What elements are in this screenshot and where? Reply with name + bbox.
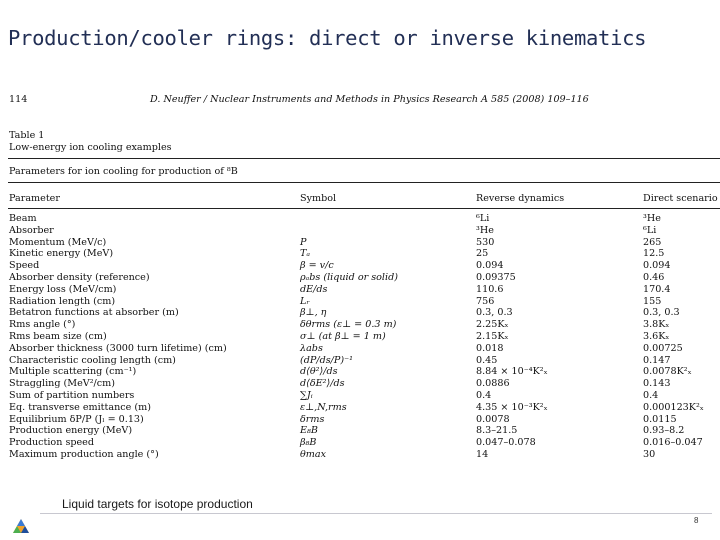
cell-direct: 0.000123K²ₓ	[643, 401, 704, 413]
cell-symbol: P	[300, 236, 307, 248]
col-header-parameter: Parameter	[9, 193, 60, 204]
cell-reverse: 0.09375	[476, 271, 516, 283]
table-row	[0, 450, 720, 462]
cell-direct: 170.4	[643, 283, 671, 295]
cell-symbol: Tₐ	[300, 248, 311, 260]
cell-direct: 265	[643, 236, 662, 248]
paper-running-head: D. Neuffer / Nuclear Instruments and Methods in Physics Research A 585 (2008) 109–116	[150, 94, 589, 105]
cell-reverse: 8.84 × 10⁻⁴K²ₓ	[476, 366, 548, 378]
cell-reverse: 0.094	[476, 260, 504, 272]
cell-symbol: ∑Jᵢ	[300, 389, 313, 401]
table-row	[0, 273, 720, 285]
cell-reverse: 0.4	[476, 389, 492, 401]
table-rule-top	[8, 158, 720, 159]
table-row	[0, 285, 720, 297]
table-row	[0, 226, 720, 238]
cell-param: Radiation length (cm)	[9, 295, 116, 307]
cell-reverse: 110.6	[476, 283, 504, 295]
cell-param: Equilibrium δP/P (Jₗ = 0.13)	[9, 413, 144, 425]
cell-symbol: (dP/ds/P)⁻¹	[300, 354, 353, 366]
cell-param: Multiple scattering (cm⁻¹)	[9, 366, 137, 378]
cell-symbol: ε⊥,N,rms	[300, 401, 347, 413]
cell-symbol: d⟨δE²⟩/ds	[300, 378, 345, 390]
footer-divider	[40, 513, 712, 514]
cell-symbol: dE/ds	[300, 283, 328, 295]
cell-param: Production energy (MeV)	[9, 425, 133, 437]
cell-reverse: 4.35 × 10⁻³K²ₓ	[476, 401, 548, 413]
cell-direct: 0.3, 0.3	[643, 307, 680, 319]
cell-param: Absorber	[9, 224, 54, 236]
cell-reverse: 0.047–0.078	[476, 437, 536, 449]
cell-direct: ³He	[643, 213, 661, 224]
paper-excerpt	[0, 88, 720, 510]
cell-reverse: 14	[476, 448, 489, 460]
cell-param: Kinetic energy (MeV)	[9, 248, 114, 260]
cell-reverse: 2.15Kₓ	[476, 330, 509, 342]
cell-symbol: λabs	[300, 342, 323, 354]
cell-symbol: ρₐbs (liquid or solid)	[300, 271, 398, 283]
cell-reverse: 8.3–21.5	[476, 425, 518, 437]
cell-reverse: 25	[476, 248, 489, 260]
lab-logo-icon	[12, 518, 30, 536]
cell-direct: 0.016–0.047	[643, 437, 703, 449]
cell-direct: 0.143	[643, 378, 671, 390]
cell-symbol: β⊥, η	[300, 307, 327, 319]
cell-param: Production speed	[9, 437, 94, 449]
table-row	[0, 249, 720, 261]
cell-reverse: ³He	[476, 224, 494, 236]
cell-direct: 0.094	[643, 260, 671, 272]
cell-reverse: 0.3, 0.3	[476, 307, 513, 319]
cell-symbol: β = v/c	[300, 260, 334, 272]
cell-direct: 3.8Kₓ	[643, 319, 670, 331]
cell-param: Energy loss (MeV/cm)	[9, 283, 117, 295]
col-header-reverse: Reverse dynamics	[476, 193, 565, 204]
cell-param: Absorber density (reference)	[9, 271, 150, 283]
table-body	[0, 214, 720, 462]
cell-param: Betatron functions at absorber (m)	[9, 307, 179, 319]
cell-direct: 0.0115	[643, 413, 677, 425]
cell-symbol: E₈B	[300, 425, 318, 437]
cell-direct: 155	[643, 295, 662, 307]
cell-direct: ⁶Li	[643, 224, 657, 236]
cell-direct: 0.4	[643, 389, 659, 401]
cell-reverse: 0.018	[476, 342, 504, 354]
table-row	[0, 426, 720, 438]
cell-reverse: 0.0078	[476, 413, 510, 425]
cell-reverse: ⁶Li	[476, 213, 490, 224]
cell-symbol: d⟨θ²⟩/ds	[300, 366, 338, 378]
table-row	[0, 214, 720, 226]
col-header-direct: Direct scenario	[643, 193, 718, 204]
cell-param: Sum of partition numbers	[9, 389, 135, 401]
cell-symbol: δθrms (ε⊥ = 0.3 m)	[300, 319, 397, 331]
cell-param: Absorber thickness (3000 turn lifetime) (cm)	[9, 342, 227, 354]
cell-param: Momentum (MeV/c)	[9, 236, 107, 248]
table-row	[0, 391, 720, 403]
cell-param: Characteristic cooling length (cm)	[9, 354, 176, 366]
cell-reverse: 530	[476, 236, 495, 248]
cell-param: Eq. transverse emittance (m)	[9, 401, 151, 413]
table-label: Table 1	[9, 130, 45, 141]
cell-reverse: 756	[476, 295, 495, 307]
cell-param: Rms angle (°)	[9, 319, 76, 331]
cell-symbol: σ⊥ (at β⊥ = 1 m)	[300, 330, 386, 342]
cell-param: Speed	[9, 260, 40, 272]
slide-caption: Liquid targets for isotope production	[62, 497, 253, 511]
cell-reverse: 2.25Kₓ	[476, 319, 509, 331]
cell-direct: 3.6Kₓ	[643, 330, 670, 342]
cell-direct: 0.93–8.2	[643, 425, 685, 437]
table-subtitle: Parameters for ion cooling for production of ⁸B	[9, 166, 238, 177]
cell-symbol: β₈B	[300, 437, 317, 449]
cell-direct: 0.147	[643, 354, 671, 366]
cell-reverse: 0.0886	[476, 378, 510, 390]
cell-direct: 0.00725	[643, 342, 683, 354]
table-row	[0, 332, 720, 344]
col-header-symbol: Symbol	[300, 193, 337, 204]
cell-param: Straggling (MeV²/cm)	[9, 378, 115, 390]
table-caption: Low-energy ion cooling examples	[9, 142, 172, 153]
paper-page-number: 114	[9, 94, 28, 105]
table-row	[0, 403, 720, 415]
cell-symbol: δrms	[300, 413, 325, 425]
cell-direct: 30	[643, 448, 656, 460]
table-row	[0, 344, 720, 356]
cell-direct: 0.0078K²ₓ	[643, 366, 692, 378]
cell-symbol: θmax	[300, 448, 327, 460]
table-rule-header	[8, 208, 720, 209]
cell-param: Rms beam size (cm)	[9, 330, 107, 342]
cell-param: Beam	[9, 213, 37, 224]
cell-direct: 0.46	[643, 271, 665, 283]
table-rule-subtitle	[8, 182, 720, 183]
cell-param: Maximum production angle (°)	[9, 448, 159, 460]
slide-footer	[0, 512, 720, 540]
cell-symbol: Lᵣ	[300, 295, 310, 307]
slide-page-number: 8	[694, 516, 699, 525]
cell-direct: 12.5	[643, 248, 665, 260]
cell-reverse: 0.45	[476, 354, 498, 366]
slide-title: Production/cooler rings: direct or inverse kinematics	[8, 26, 647, 50]
